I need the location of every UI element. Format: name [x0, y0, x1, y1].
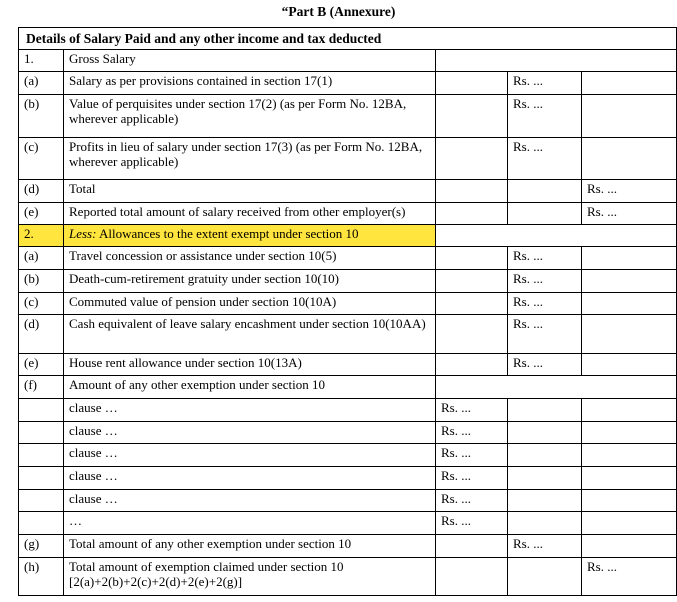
amount-cell-c5 — [582, 422, 677, 444]
amount-cell-c3: Rs. ... — [436, 467, 508, 490]
amount-cell-c4 — [508, 203, 582, 225]
table-row — [19, 535, 677, 558]
row-number: (g) — [19, 535, 64, 558]
amount-cell-c3 — [436, 72, 508, 95]
row-description: Total amount of any other exemption under section 10 — [64, 535, 436, 558]
row-number: (h) — [19, 558, 64, 596]
row-description: Profits in lieu of salary under section 17(3) (as per Form No. 12BA, wherever applicable) — [64, 138, 436, 180]
salary-details-table — [18, 27, 677, 596]
table-row — [19, 95, 677, 138]
amount-cell-c4: Rs. ... — [508, 138, 582, 180]
row-number — [19, 490, 64, 512]
row-description: Reported total amount of salary received from other employer(s) — [64, 203, 436, 225]
amount-cell-c5 — [582, 467, 677, 490]
amount-cell-c4 — [508, 558, 582, 596]
amount-cell-c3: Rs. ... — [436, 490, 508, 512]
table-row — [19, 558, 677, 596]
row-description: Commuted value of pension under section 10(10A) — [64, 293, 436, 315]
amount-cell-c4 — [508, 399, 582, 422]
row-description: clause … — [64, 422, 436, 444]
amount-cell-c3 — [436, 247, 508, 270]
amount-cell-c4 — [508, 444, 582, 467]
amount-cell-c3: Rs. ... — [436, 444, 508, 467]
salary-details-body — [19, 28, 677, 596]
amount-cell-c4 — [508, 180, 582, 203]
table-row — [19, 354, 677, 376]
amount-cell-c3 — [436, 95, 508, 138]
table-row — [19, 315, 677, 354]
row-description: clause … — [64, 399, 436, 422]
amount-cell-c3 — [436, 138, 508, 180]
amount-cell-c3 — [436, 293, 508, 315]
amount-cell-c5 — [582, 270, 677, 293]
row-number — [19, 444, 64, 467]
table-row — [19, 270, 677, 293]
page-title: “Part B (Annexure) — [281, 4, 396, 19]
amount-cell-c5 — [582, 354, 677, 376]
empty-amount-cell — [436, 50, 677, 72]
table-row — [19, 376, 677, 399]
amount-cell-c4: Rs. ... — [508, 535, 582, 558]
table-row — [19, 247, 677, 270]
row-number: (b) — [19, 95, 64, 138]
amount-cell-c5 — [582, 535, 677, 558]
amount-cell-c5 — [582, 72, 677, 95]
amount-cell-c3: Rs. ... — [436, 512, 508, 535]
table-row — [19, 203, 677, 225]
row-description: clause … — [64, 444, 436, 467]
row-description: Cash equivalent of leave salary encashment under section 10(10AA) — [64, 315, 436, 354]
less-label: Less: — [69, 226, 97, 241]
row-description: Salary as per provisions contained in section 17(1) — [64, 72, 436, 95]
table-row — [19, 399, 677, 422]
row-number: (d) — [19, 315, 64, 354]
empty-amount-cell — [436, 376, 677, 399]
row-number: (e) — [19, 203, 64, 225]
amount-cell-c4: Rs. ... — [508, 95, 582, 138]
amount-cell-c4 — [508, 490, 582, 512]
amount-cell-c3: Rs. ... — [436, 422, 508, 444]
amount-cell-c4: Rs. ... — [508, 270, 582, 293]
row-number — [19, 422, 64, 444]
amount-cell-c3 — [436, 203, 508, 225]
amount-cell-c5 — [582, 293, 677, 315]
empty-amount-cell — [436, 225, 677, 247]
amount-cell-c5 — [582, 95, 677, 138]
amount-cell-c4 — [508, 422, 582, 444]
amount-cell-c5 — [582, 138, 677, 180]
amount-cell-c4 — [508, 467, 582, 490]
row-number: (a) — [19, 247, 64, 270]
table-row — [19, 180, 677, 203]
table-header-row — [19, 28, 677, 50]
table-row — [19, 225, 677, 247]
row-number: (c) — [19, 138, 64, 180]
amount-cell-c4: Rs. ... — [508, 72, 582, 95]
amount-cell-c3 — [436, 315, 508, 354]
amount-cell-c3 — [436, 270, 508, 293]
amount-cell-c5 — [582, 490, 677, 512]
row-number: (c) — [19, 293, 64, 315]
row-description: Gross Salary — [64, 50, 436, 72]
row-description: Total amount of exemption claimed under section 10 [2(a)+2(b)+2(c)+2(d)+2(e)+2(g)] — [64, 558, 436, 596]
row-number: 2. — [19, 225, 64, 247]
amount-cell-c5: Rs. ... — [582, 203, 677, 225]
amount-cell-c3 — [436, 354, 508, 376]
amount-cell-c5 — [582, 399, 677, 422]
table-row — [19, 512, 677, 535]
table-row — [19, 467, 677, 490]
row-description: clause … — [64, 467, 436, 490]
row-number: (e) — [19, 354, 64, 376]
row-number: (f) — [19, 376, 64, 399]
amount-cell-c4: Rs. ... — [508, 315, 582, 354]
amount-cell-c4: Rs. ... — [508, 354, 582, 376]
amount-cell-c4 — [508, 512, 582, 535]
table-row — [19, 444, 677, 467]
row-description: … — [64, 512, 436, 535]
table-row — [19, 72, 677, 95]
row-number — [19, 512, 64, 535]
row-description: Total — [64, 180, 436, 203]
amount-cell-c3 — [436, 535, 508, 558]
amount-cell-c5 — [582, 315, 677, 354]
amount-cell-c5 — [582, 444, 677, 467]
table-row — [19, 293, 677, 315]
row-description: Death-cum-retirement gratuity under section 10(10) — [64, 270, 436, 293]
amount-cell-c3 — [436, 558, 508, 596]
amount-cell-c5 — [582, 512, 677, 535]
row-number: (b) — [19, 270, 64, 293]
row-description: Value of perquisites under section 17(2) (as per Form No. 12BA, wherever applicable) — [64, 95, 436, 138]
row-description: clause … — [64, 490, 436, 512]
amount-cell-c4: Rs. ... — [508, 247, 582, 270]
row-number: (a) — [19, 72, 64, 95]
table-row — [19, 422, 677, 444]
table-row — [19, 138, 677, 180]
row-description: Amount of any other exemption under section 10 — [64, 376, 436, 399]
table-row — [19, 490, 677, 512]
table-row — [19, 50, 677, 72]
row-number: 1. — [19, 50, 64, 72]
amount-cell-c4: Rs. ... — [508, 293, 582, 315]
row-description — [64, 225, 436, 247]
row-description: House rent allowance under section 10(13A) — [64, 354, 436, 376]
amount-cell-c3 — [436, 180, 508, 203]
amount-cell-c5 — [582, 247, 677, 270]
row-description: Travel concession or assistance under section 10(5) — [64, 247, 436, 270]
amount-cell-c3: Rs. ... — [436, 399, 508, 422]
row-description-text: Allowances to the extent exempt under section 10 — [96, 226, 359, 241]
amount-cell-c5: Rs. ... — [582, 180, 677, 203]
table-header: Details of Salary Paid and any other income and tax deducted — [19, 28, 677, 50]
row-number — [19, 399, 64, 422]
row-number: (d) — [19, 180, 64, 203]
amount-cell-c5: Rs. ... — [582, 558, 677, 596]
row-number — [19, 467, 64, 490]
